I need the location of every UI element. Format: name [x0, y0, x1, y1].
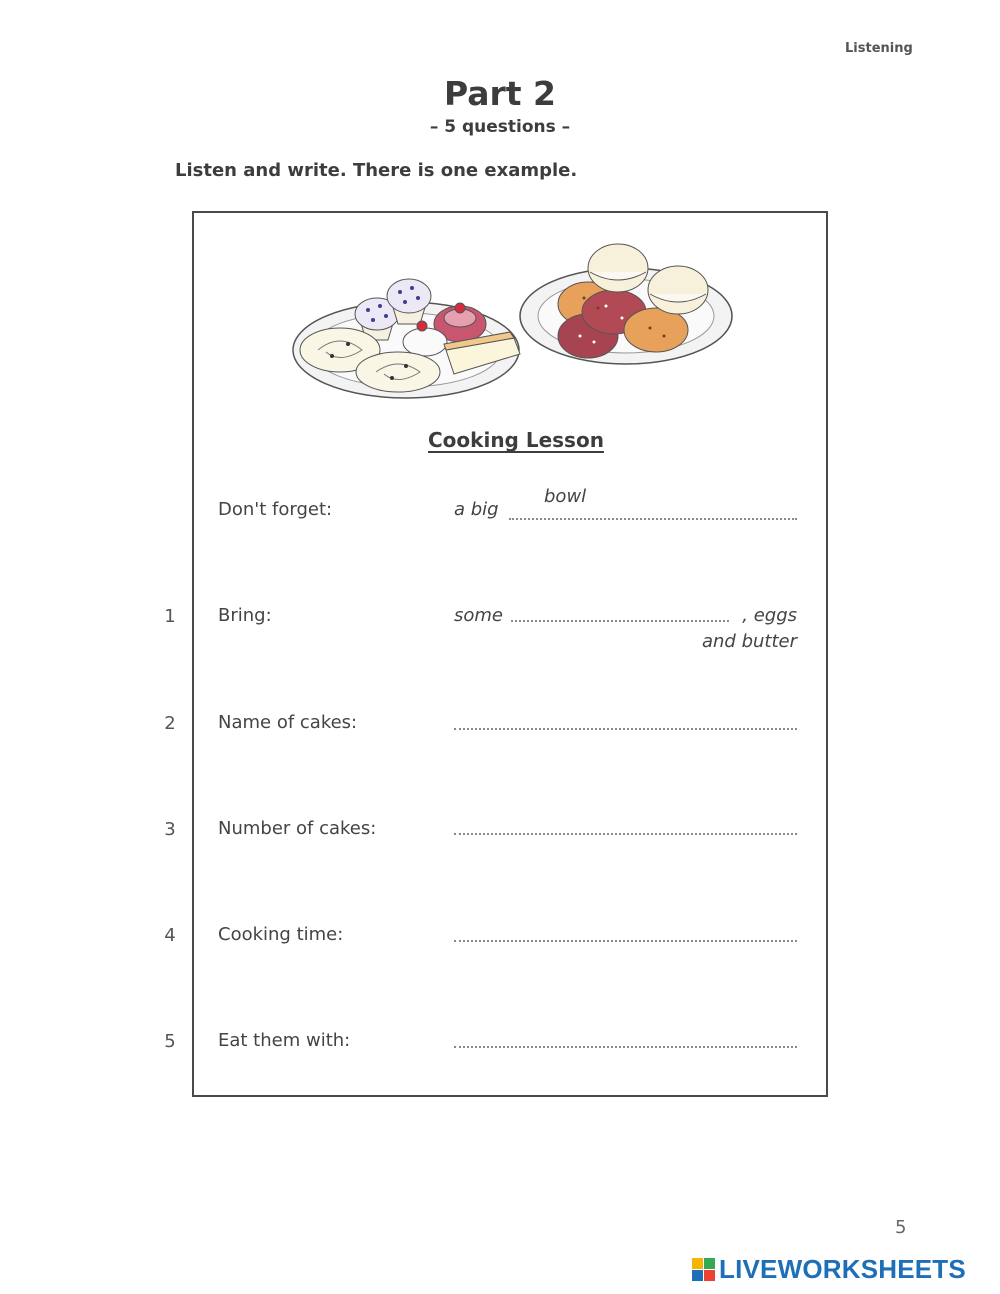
question-label: Cooking time: — [218, 924, 344, 945]
lesson-title: Cooking Lesson — [428, 428, 604, 452]
section-label: Listening — [845, 41, 913, 56]
page-title: Part 2 — [443, 74, 557, 113]
question-number: 2 — [164, 713, 176, 734]
question-number: 5 — [164, 1031, 176, 1052]
brand-name: LIVEWORKSHEETS — [719, 1254, 966, 1284]
brand-logo[interactable] — [692, 1254, 966, 1285]
liveworksheets-logo-icon — [692, 1258, 715, 1281]
example-answer: bowl — [544, 486, 587, 507]
question-number: 3 — [164, 819, 176, 840]
instructions: Listen and write. There is one example. — [175, 160, 578, 181]
question-label: Name of cakes: — [218, 712, 358, 733]
example-prefix: a big — [454, 499, 499, 520]
question-number: 1 — [164, 606, 176, 627]
answer-suffix: , eggs — [742, 605, 797, 626]
page-number: 5 — [895, 1217, 907, 1238]
answer-input[interactable] — [454, 1046, 797, 1048]
answer-input[interactable] — [454, 833, 797, 835]
question-number: 4 — [164, 925, 176, 946]
answer-input[interactable] — [454, 728, 797, 730]
question-answer-line — [454, 605, 797, 652]
answer-prefix: some — [454, 605, 503, 626]
page-subtitle: – 5 questions – — [429, 117, 571, 137]
answer-input[interactable] — [511, 620, 729, 622]
answer-input[interactable] — [454, 940, 797, 942]
question-label: Eat them with: — [218, 1030, 351, 1051]
example-label: Don't forget: — [218, 499, 333, 520]
cakes-and-cookies-plates-illustration — [288, 232, 738, 402]
example-dotted-line — [509, 518, 797, 520]
example-answer-line — [454, 486, 797, 523]
question-label: Number of cakes: — [218, 818, 377, 839]
answer-continuation: and butter — [701, 631, 797, 652]
question-label: Bring: — [218, 605, 272, 626]
